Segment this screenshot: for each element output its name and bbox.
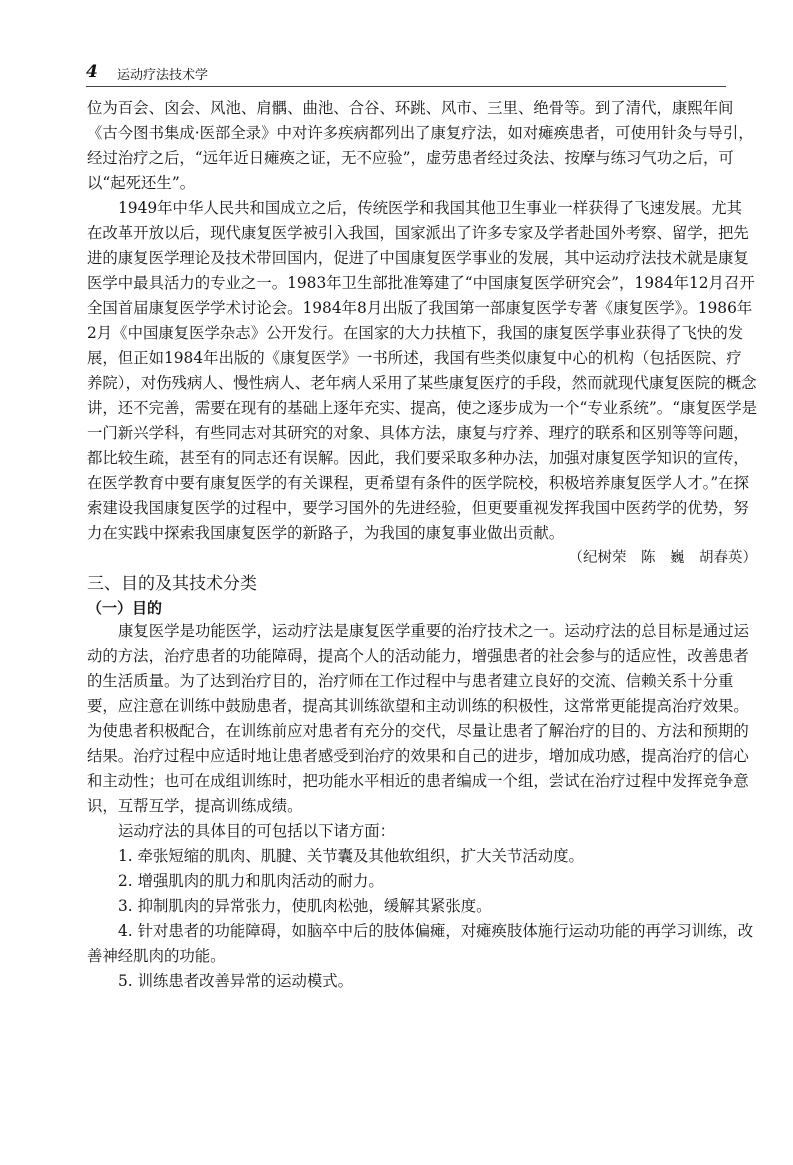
- section-heading: 三、目的及其技术分类: [87, 574, 257, 594]
- page-number: 4: [86, 62, 98, 82]
- author-attribution: （纪树荣 陈 巍 胡春英）: [568, 550, 757, 566]
- list-item: 5. 训练患者改善异常的运动模式。: [118, 972, 354, 990]
- page-body: [87, 96, 757, 994]
- list-item: 4. 针对患者的功能障碍，如脑卒中后的肢体偏瘫，对瘫痪肢体施行运动功能的再学习训练，改善神经肌肉的功能。: [87, 922, 754, 965]
- paragraph-purpose: 康复医学是功能医学，运动疗法是康复医学重要的治疗技术之一。运动疗法的总目标是通过运动的方法，治疗患者的功能障碍，提高个人的活动能力，增强患者的社会参与的适应性，改善患者的生活质量。为了达到治疗目的，治疗师在工作过程中与患者建立良好的交流、信赖关系十分重要，应注意在训练中鼓励患者，提高其训练欲望和主动训练的积极性，这常常更能提高治疗效果。为使患者积极配合，在训练前应对患者有充分的交代，尽量让患者了解治疗的目的、方法和预期的结果。治疗过程中应适时地让患者感受到治疗的效果和自己的进步，增加成功感，提高治疗的信心和主动性；也可在成组训练时，把功能水平相近的患者编成一个组，尝试在治疗过程中发挥竞争意识，互帮互学，提高训练成绩。: [87, 622, 750, 815]
- subsection-heading: （一）目的: [87, 599, 163, 617]
- list-item: 3. 抑制肌肉的异常张力，使肌肉松弛，缓解其紧张度。: [118, 897, 492, 915]
- running-title: 运动疗法技术学: [117, 68, 209, 83]
- list-item: 1. 牵张短缩的肌肉、肌腱、关节囊及其他软组织，扩大关节活动度。: [118, 847, 584, 865]
- list-item: 2. 增强肌肉的肌力和肌肉活动的耐力。: [118, 872, 384, 890]
- paragraph-continued: 位为百会、囟会、风池、肩髃、曲池、合谷、环跳、风市、三里、绝骨等。到了清代，康熙年间《古今图书集成·医部全录》中对许多疾病都列出了康复疗法，如对瘫痪患者，可使用针灸与导引，经过治疗之后，“远年近日瘫痪之证，无不应验”，虚劳患者经过灸法、按摩与练习气功之后，可以“起死还生”。: [87, 99, 754, 192]
- running-header: [86, 62, 726, 87]
- paragraph-list-intro: 运动疗法的具体目的可包括以下诸方面：: [118, 822, 396, 840]
- paragraph-history: 1949年中华人民共和国成立之后，传统医学和我国其他卫生事业一样获得了飞速发展。尤其在改革开放以后，现代康复医学被引入我国，国家派出了许多专家及学者赴国外考察、留学，把先进的康复医学理论及技术带回国内，促进了中国康复医学事业的发展，其中运动疗法技术就是康复医学中最具活力的专业之一。1983年卫生部批准筹建了“中国康复医学研究会”，1984年12月召开全国首届康复医学学术讨论会。1984年8月出版了我国第一部康复医学专著《康复医学》。1986年2月《中国康复医学杂志》公开发行。在国家的大力扶植下，我国的康复医学事业获得了飞快的发展，但正如1984年出版的《康复医学》一书所述，我国有些类似康复中心的机构（包括医院、疗养院），对伤残病人、慢性病人、老年病人采用了某些康复医疗的手段，然而就现代康复医院的概念讲，还不完善，需要在现有的基础上逐年充实、提高，使之逐步成为一个“专业系统”。“康复医学是一门新兴学科，有些同志对其研究的对象、具体方法，康复与疗养、理疗的联系和区别等等问题，都比较生疏，甚至有的同志还有误解。因此，我们要采取多种办法，加强对康复医学知识的宣传，在医学教育中要有康复医学的有关课程，更希望有条件的医学院校，积极培养康复医学人才。”在探索建设我国康复医学的过程中，要学习国外的先进经验，但更要重视发挥我国中医药学的优势，努力在实践中探索我国康复医学的新路子，为我国的康复事业做出贡献。: [87, 199, 758, 542]
